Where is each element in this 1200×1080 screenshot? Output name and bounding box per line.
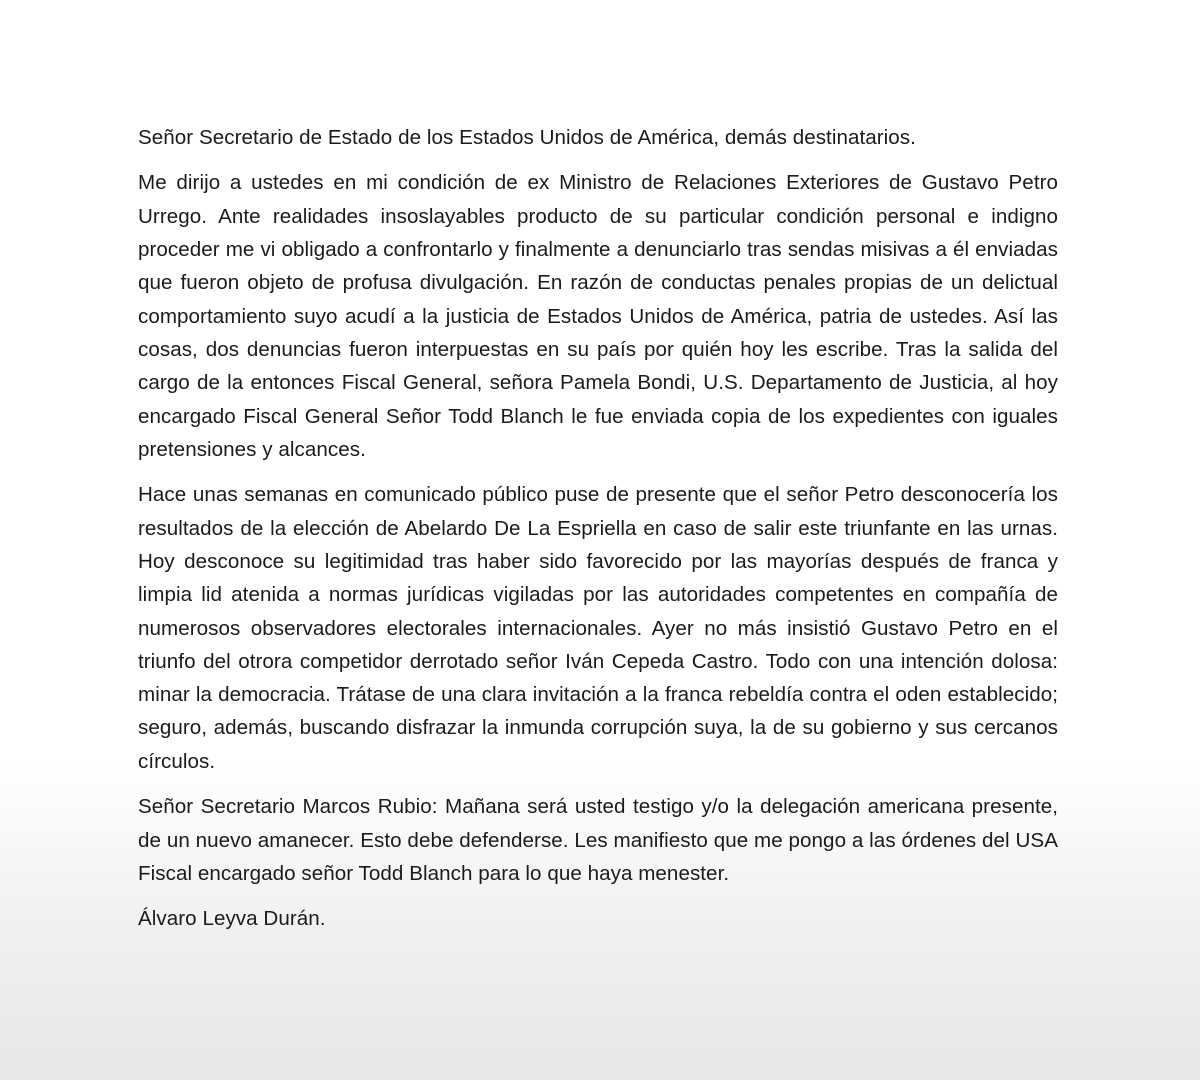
letter-greeting: Señor Secretario de Estado de los Estados Unidos de América, demás destinatarios. [138, 126, 916, 149]
letter-paragraph-3: Señor Secretario Marcos Rubio: Mañana será usted testigo y/o la delegación americana presente, de un nuevo amanecer. Esto debe defenderse. Les manifiesto que me pongo a las órdenes del USA Fiscal encargado señor Todd Blanch para lo que haya menester. [138, 795, 1058, 885]
letter-paragraph-1: Me dirijo a ustedes en mi condición de ex Ministro de Relaciones Exteriores de Gustavo Petro Urrego. Ante realidades insoslayables producto de su particular condición personal e indigno proceder me vi obligado a confrontarlo y finalmente a denunciarlo tras sendas misivas a él enviadas que fueron objeto de profusa divulgación. En razón de conductas penales propias de un delictual comportamiento suyo acudí a la justicia de Estados Unidos de América, patria de ustedes. Así las cosas, dos denuncias fueron interpuestas en su país por quién hoy les escribe. Tras la salida del cargo de la entonces Fiscal General, señora Pamela Bondi, U.S. Departamento de Justicia, al hoy encargado Fiscal General Señor Todd Blanch le fue enviada copia de los expedientes con iguales pretensiones y alcances. [138, 171, 1058, 461]
letter-paragraph-2: Hace unas semanas en comunicado público puse de presente que el señor Petro desconocería los resultados de la elección de Abelardo De La Espriella en caso de salir este triunfante en las urnas. Hoy desconoce su legitimidad tras haber sido favorecido por las mayorías después de franca y limpia lid atenida a normas jurídicas vigiladas por las autoridades competentes en compañía de numerosos observadores electorales internacionales. Ayer no más insistió Gustavo Petro en el triunfo del otrora competidor derrotado señor Iván Cepeda Castro. Todo con una intención dolosa: minar la democracia. Trátase de una clara invitación a la franca rebeldía contra el oden establecido; seguro, además, buscando disfrazar la inmunda corrupción suya, la de su gobierno y sus cercanos círculos. [138, 483, 1058, 773]
letter-signature: Álvaro Leyva Durán. [138, 907, 326, 931]
letter-body [138, 121, 1058, 936]
